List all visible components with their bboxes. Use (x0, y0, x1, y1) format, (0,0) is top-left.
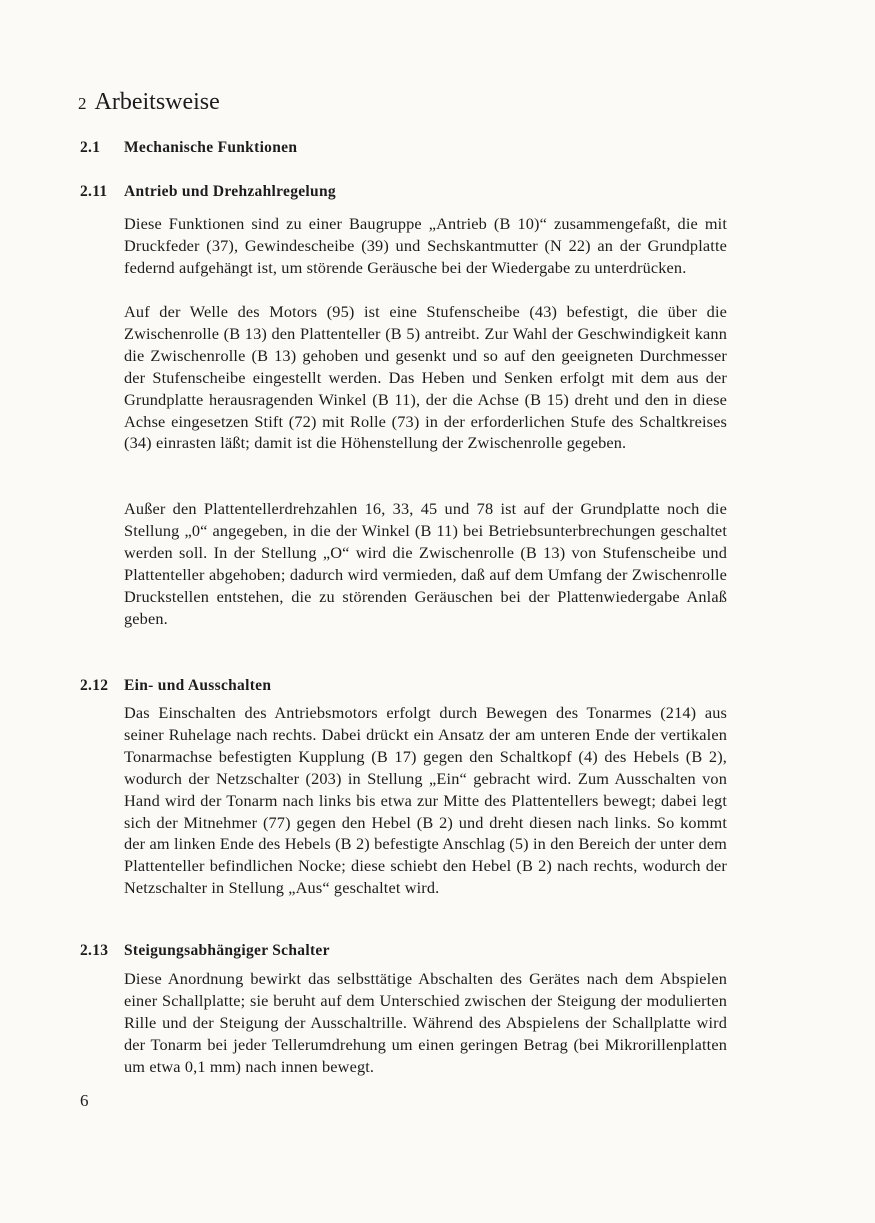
paragraph-2-11-1: Diese Funktionen sind zu einer Baugruppe „Antrieb (B 10)“ zusammengefaßt, die mit Druckfeder (37), Gewindescheibe (39) und Sechskantmutter (N 22) an der Grundplatte federnd aufgehängt ist, um störende Geräusche bei der Wiedergabe zu unterdrücken. (124, 214, 727, 277)
section-number: 2.13 (80, 942, 109, 959)
page-number: 6 (80, 1091, 89, 1110)
section-title: Ein- und Ausschalten (124, 677, 272, 694)
paragraph-2-11-2: Auf der Welle des Motors (95) ist eine Stufenscheibe (43) befestigt, die über die Zwischenrolle (B 13) den Plattenteller (B 5) antreibt. Zur Wahl der Geschwindigkeit kann die Zwischenrolle (B 13) gehoben und gesenkt und so auf den geeigneten Durchmesser der Stufenscheibe eingestellt werden. Das Heben und Senken erfolgt mit dem aus der Grundplatte herausragenden Winkel (B 11), der die Achse (B 15) dreht und den in diese Achse eingesetzen Stift (72) mit Rolle (73) in der erforderlichen Stufe des Schaltkreises (34) einrasten läßt; damit ist die Höhenstellung der Zwischenrolle gegeben. (124, 302, 727, 453)
paragraph-2-13-1: Diese Anordnung bewirkt das selbsttätige Abschalten des Gerätes nach dem Abspielen einer Schallplatte; sie beruht auf dem Unterschied zwischen der Steigung der modulierten Rille und der Steigung der Ausschaltrille. Während des Abspielens der Schallplatte wird der Tonarm bei jeder Tellerumdrehung um einen geringen Betrag (bei Mikrorillenplatten um etwa 0,1 mm) nach innen bewegt. (124, 969, 727, 1076)
section-heading-2-11 (80, 183, 336, 201)
paragraph-2-11-3: Außer den Plattentellerdrehzahlen 16, 33, 45 und 78 ist auf der Grundplatte noch die Stellung „0“ angegeben, in die der Winkel (B 11) bei Betriebsunterbrechungen geschaltet werden soll. In der Stellung „O“ wird die Zwischenrolle (B 13) von Stufenscheibe und Plattenteller abgehoben; dadurch wird vermieden, daß auf dem Umfang der Zwischenrolle Druckstellen entstehen, die zu störenden Geräuschen bei der Plattenwiedergabe Anlaß geben. (124, 499, 727, 628)
section-heading-2-1 (80, 139, 297, 157)
section-title: Mechanische Funktionen (124, 139, 298, 156)
chapter-heading (78, 86, 220, 120)
chapter-number: 2 (78, 94, 87, 113)
section-number: 2.1 (80, 139, 101, 156)
section-number: 2.12 (80, 677, 109, 694)
section-title: Steigungsabhängiger Schalter (124, 942, 330, 959)
section-title: Antrieb und Drehzahlregelung (124, 183, 336, 200)
section-number: 2.11 (80, 183, 108, 200)
section-heading-2-13 (80, 942, 330, 960)
section-heading-2-12 (80, 677, 271, 695)
chapter-title: Arbeitsweise (94, 89, 220, 115)
paragraph-2-12-1: Das Einschalten des Antriebsmotors erfolgt durch Bewegen des Tonarmes (214) aus seiner Ruhelage nach rechts. Dabei drückt ein Ansatz der am unteren Ende der vertikalen Tonarmachse befestigten Kupplung (B 17) gegen den Schaltkopf (4) des Hebels (B 2), wodurch der Netzschalter (203) in Stellung „Ein“ gebracht wird. Zum Ausschalten von Hand wird der Tonarm nach links bis etwa zur Mitte des Plattentellers bewegt; dabei legt sich der Mitnehmer (77) gegen den Hebel (B 2) und dreht diesen nach links. So kommt der am linken Ende des Hebels (B 2) befestigte Anschlag (5) in den Bereich der unter dem Plattenteller befindlichen Nocke; diese schiebt den Hebel (B 2) nach rechts, wodurch der Netzschalter in Stellung „Aus“ geschaltet wird. (124, 703, 727, 898)
